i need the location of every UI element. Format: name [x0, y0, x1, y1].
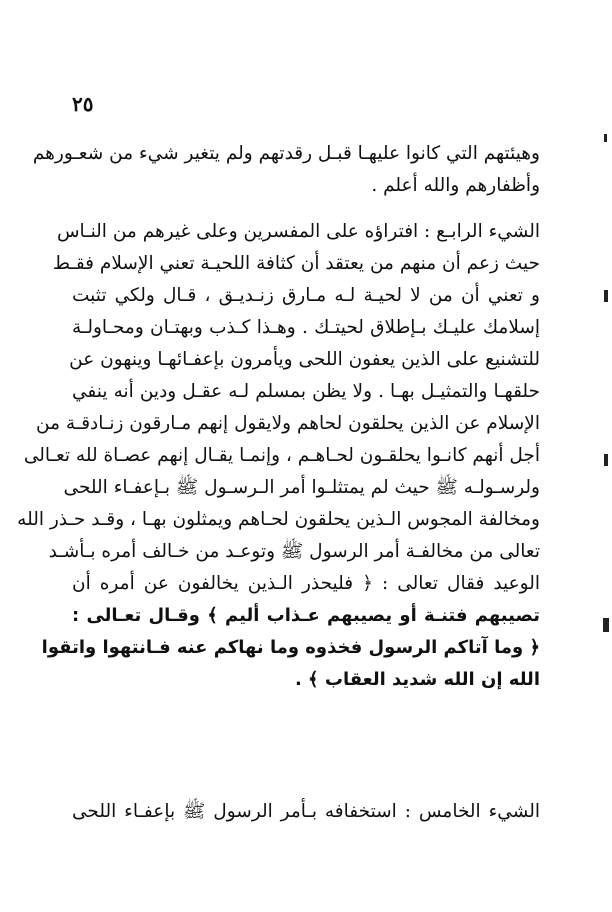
- text-line: وهيئتهم التي كانوا عليهـا قبـل رقدتهم ولم يتغير شيء من شعـورهم: [32, 143, 540, 164]
- text-line: الشيء الرابـع : افتراؤه على المفسرين وعلى غيرهم من النـاس: [56, 221, 540, 242]
- quran-quote-line: تصيبهم فتنـة أو يصيبهم عـذاب أليم ﴾ وقـال تعـالى :: [72, 605, 540, 626]
- text-line: ومخالفة المجوس الـذين يحلقون لحـاهم ويمثلون بهـا ، وقـد حـذر الله: [17, 509, 540, 530]
- text-line: ولرسـولـه ﷺ حيث لم يمتثلـوا أمر الـرسـول ﷺ بـإعفـاء اللحى: [63, 477, 540, 498]
- quran-quote-line: ﴿ وما آتاكم الرسول فخذوه وما نهاكم عنه فـانتهوا واتقوا: [41, 637, 540, 658]
- text-line: أجل أنهم كانـوا يحلقـون لحـاهـم ، وإنمـا يقـال إنهم عصـاة لله تعـالى: [23, 445, 540, 466]
- quran-quote-line: الله إن الله شديد العقاب ﴾ .: [294, 669, 540, 690]
- text-line: حيث زعم أن منهم من يعتقد أن كثافة اللحيـة تعني الإسلام فقـط: [52, 253, 540, 274]
- text-line: الوعيد فقال تعالى : ﴿ فليحذر الـذين يخالفون عن أمره أن: [72, 573, 540, 594]
- scan-mark: [604, 290, 608, 302]
- text-line: تعالى من مخالفـة أمر الرسول ﷺ وتوعـد من خـالف أمره بـأشـد: [48, 541, 540, 562]
- text-line: و تعني أن من لا لحيـة لـه مـارق زنـديـق ، قـال ولكي تثبت: [72, 285, 540, 306]
- paragraph-2: [17, 216, 540, 696]
- paragraph-3: [72, 796, 540, 828]
- scan-mark: [604, 454, 608, 466]
- scan-mark: [603, 618, 609, 632]
- page-number: ٢٥: [72, 92, 94, 116]
- text-line: وأظفارهم والله أعلم .: [371, 175, 540, 196]
- text-line: الإسلام عن الذين يحلقون لحاهم ولايقول إنهم مـارقون زنـادقـة من: [35, 413, 540, 434]
- paragraph-1: [32, 138, 540, 202]
- text-line: حلقهـا والتمثيـل بهـا . ولا يظن بمسلم لـه عقـل ودين أنه ينفي: [72, 381, 540, 402]
- text-line: الشيء الخامس : استخفافه بـأمر الرسول ﷺ بإعفـاء اللحى: [72, 801, 540, 822]
- text-line: للتشنيع على الذين يعفون اللحى ويأمرون بإعفـائهـا وينهون عن: [69, 349, 540, 370]
- scan-mark: [604, 134, 607, 142]
- text-line: إسلامك عليـك بـإطلاق لحيتـك . وهـذا كـذب وبهتـان ومحـاولـة: [72, 317, 540, 338]
